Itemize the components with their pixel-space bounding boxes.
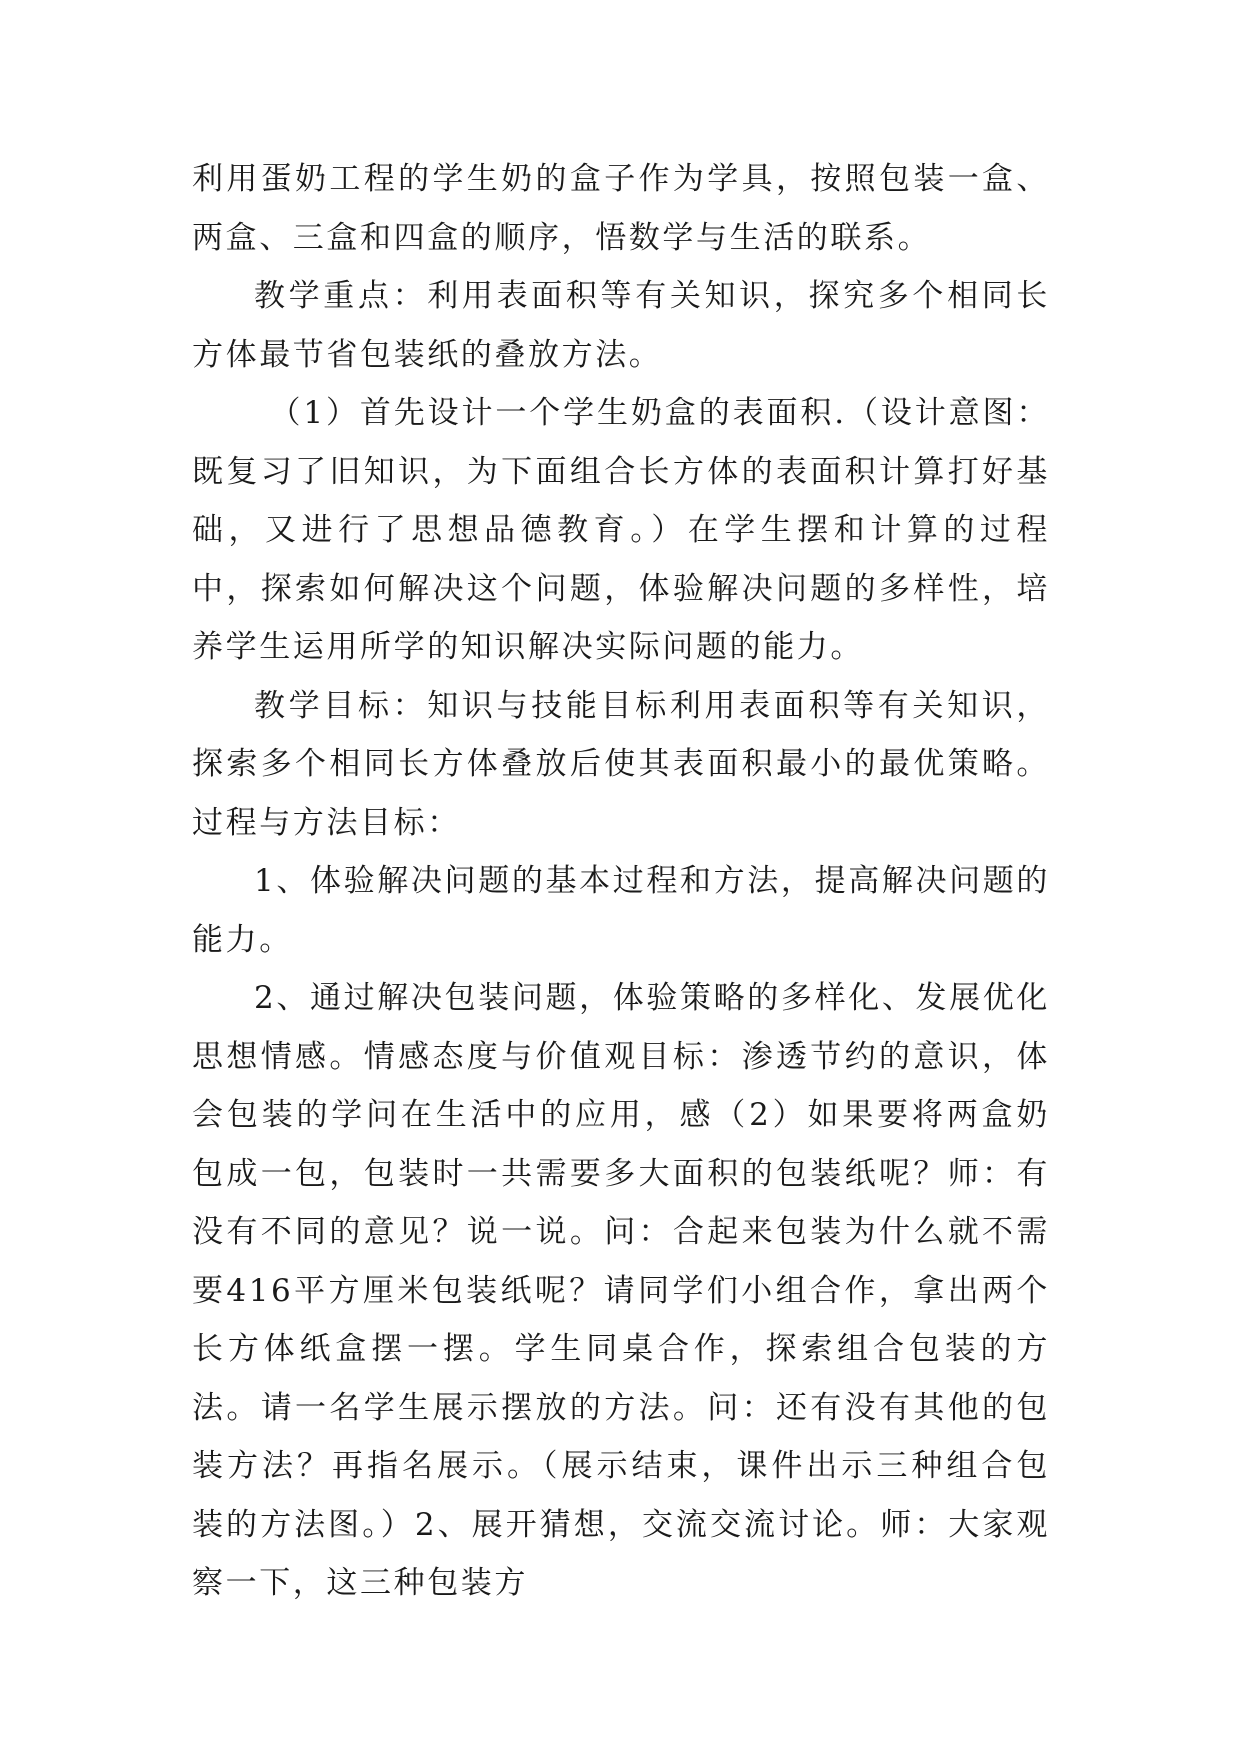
paragraph-step-1: （1）首先设计一个学生奶盒的表面积.（设计意图：既复习了旧知识，为下面组合长方体的表面积计算打好基础，又进行了思想品德教育。）在学生摆和计算的过程中，探索如何解决这个问题，体验解决问题的多样性，培养学生运用所学的知识解决实际问题的能力。: [192, 395, 1050, 665]
document-body: [192, 150, 1050, 1613]
paragraph-goal-1: 1、体验解决问题的基本过程和方法，提高解决问题的能力。: [192, 863, 1050, 958]
paragraph-continuation: 利用蛋奶工程的学生奶的盒子作为学具，按照包装一盒、两盒、三盒和四盒的顺序，悟数学与生活的联系。: [192, 161, 1050, 256]
paragraph-teaching-focus: 教学重点：利用表面积等有关知识，探究多个相同长方体最节省包装纸的叠放方法。: [192, 278, 1050, 373]
paragraph-goal-2: 2、通过解决包装问题，体验策略的多样化、发展优化思想情感。情感态度与价值观目标：渗透节约的意识，体会包装的学问在生活中的应用，感（2）如果要将两盒奶包成一包，包装时一共需要多大面积的包装纸呢？师：有没有不同的意见？说一说。问：合起来包装为什么就不需要416平方厘米包装纸呢？请同学们小组合作，拿出两个长方体纸盒摆一摆。学生同桌合作，探索组合包装的方法。请一名学生展示摆放的方法。问：还有没有其他的包装方法？再指名展示。（展示结束，课件出示三种组合包装的方法图。）2、展开猜想，交流交流讨论。师：大家观察一下，这三种包装方: [192, 980, 1050, 1601]
paragraph-teaching-goals: 教学目标：知识与技能目标利用表面积等有关知识，探索多个相同长方体叠放后使其表面积最小的最优策略。过程与方法目标：: [192, 687, 1050, 841]
